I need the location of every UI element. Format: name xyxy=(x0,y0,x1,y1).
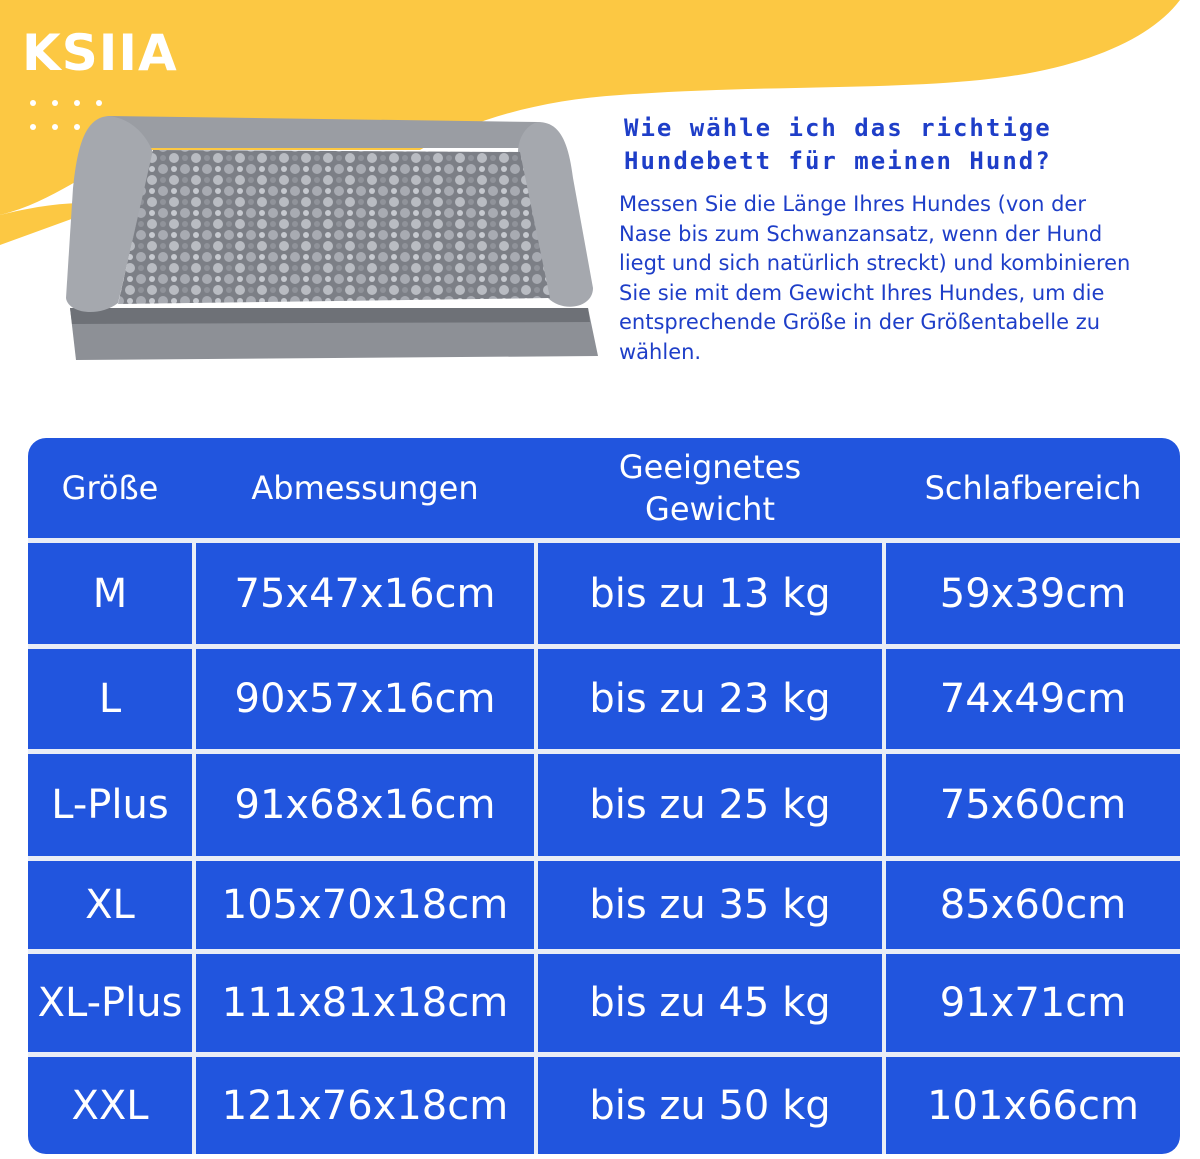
header-weight-line-1: Geeignetes xyxy=(618,448,802,486)
header-dimensions: Abmessungen xyxy=(251,469,479,507)
header-weight xyxy=(538,438,882,538)
cell-dimensions: 105x70x18cm xyxy=(221,882,509,928)
cell-size: XXL xyxy=(71,1082,149,1129)
cell-dimensions: 75x47x16cm xyxy=(234,570,496,617)
heading-line-2: Hundebett für meinen Hund? xyxy=(624,147,1052,175)
dog-bed-image xyxy=(58,108,618,368)
cell-size: XL-Plus xyxy=(37,980,183,1026)
cell-weight: bis zu 13 kg xyxy=(589,570,831,617)
cell-size: L-Plus xyxy=(51,782,169,828)
cell-weight: bis zu 23 kg xyxy=(589,676,831,722)
cell-dimensions: 90x57x16cm xyxy=(234,676,496,722)
heading-line-1: Wie wähle ich das richtige xyxy=(624,114,1052,142)
size-table xyxy=(28,438,1180,1154)
cell-sleeping-area: 91x71cm xyxy=(939,980,1127,1026)
cell-size: L xyxy=(98,676,122,722)
cell-sleeping-area: 59x39cm xyxy=(939,570,1127,617)
table-header xyxy=(28,438,1180,538)
cell-sleeping-area: 75x60cm xyxy=(939,782,1127,828)
description-line: Nase bis zum Schwanzansatz, wenn der Hund xyxy=(619,221,1103,246)
description-line: Messen Sie die Länge Ihres Hundes (von der xyxy=(619,192,1086,216)
cell-dimensions: 111x81x18cm xyxy=(221,980,509,1026)
cell-size: XL xyxy=(85,882,135,928)
cell-weight: bis zu 45 kg xyxy=(589,980,831,1026)
description-line: entsprechende Größe in der Größentabelle zu xyxy=(619,310,1101,334)
description-line: Sie sie mit dem Gewicht Ihres Hundes, um die xyxy=(619,280,1105,305)
cell-sleeping-area: 85x60cm xyxy=(939,882,1127,928)
cell-size: M xyxy=(92,570,128,617)
cell-weight: bis zu 25 kg xyxy=(589,782,831,828)
cell-weight: bis zu 50 kg xyxy=(589,1082,831,1129)
cell-sleeping-area: 101x66cm xyxy=(927,1082,1139,1129)
header-weight-line-2: Gewicht xyxy=(645,490,775,528)
description-line: liegt und sich natürlich streckt) und kombinieren xyxy=(619,251,1131,275)
cell-dimensions: 91x68x16cm xyxy=(234,782,496,828)
header-sleeping-area: Schlafbereich xyxy=(924,469,1142,507)
header-size: Größe xyxy=(61,469,159,507)
brand-logo: KSIIA xyxy=(22,24,178,82)
cell-sleeping-area: 74x49cm xyxy=(939,676,1127,722)
cell-dimensions: 121x76x18cm xyxy=(221,1082,509,1129)
description-line: wählen. xyxy=(619,339,702,364)
description xyxy=(619,190,1199,367)
heading xyxy=(624,112,1184,178)
cell-weight: bis zu 35 kg xyxy=(589,882,831,928)
